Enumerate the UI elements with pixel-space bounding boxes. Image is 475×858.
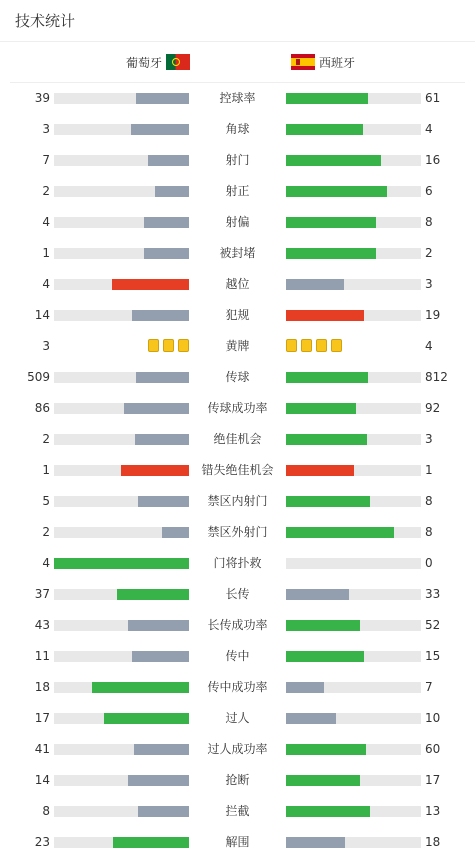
yellow-card-icon: [148, 339, 159, 352]
home-stat-value: 11: [34, 649, 50, 663]
stat-row: [0, 424, 475, 455]
away-stat-bar-track: [286, 558, 421, 569]
stat-label: 被封堵: [219, 246, 256, 260]
away-team: [291, 42, 355, 82]
home-stat-bar-track: [54, 651, 189, 662]
away-stat-value: 15: [425, 649, 441, 663]
stat-row: [0, 114, 475, 145]
home-stat-bar-track: [54, 434, 189, 445]
away-stat-value: 10: [425, 711, 441, 725]
home-stat-value: 14: [34, 773, 50, 787]
home-stat-value: 14: [34, 308, 50, 322]
away-stat-value: 812: [425, 370, 448, 384]
away-stat-bar-fill: [286, 434, 367, 445]
home-stat-bar-fill: [148, 155, 189, 166]
home-stat-bar-track: [54, 465, 189, 476]
home-stat-bar-track: [54, 279, 189, 290]
away-stat-bar-track: [286, 589, 421, 600]
away-stat-value: 3: [425, 277, 433, 291]
home-stat-bar-fill: [112, 279, 189, 290]
away-stat-value: 7: [425, 680, 433, 694]
home-stat-value: 1: [42, 246, 50, 260]
stat-row: [0, 734, 475, 765]
away-stat-bar-track: [286, 248, 421, 259]
away-stat-value: 2: [425, 246, 433, 260]
away-stat-value: 61: [425, 91, 441, 105]
home-stat-bar-track: [54, 372, 189, 383]
home-stat-value: 4: [42, 215, 50, 229]
home-stat-value: 17: [34, 711, 50, 725]
away-stat-value: 33: [425, 587, 441, 601]
stat-row: [0, 641, 475, 672]
away-stat-bar-track: [286, 310, 421, 321]
stat-label: 传球: [225, 370, 250, 384]
home-stat-value: 43: [34, 618, 50, 632]
home-stat-bar-fill: [135, 434, 189, 445]
stat-label: 门将扑救: [213, 556, 262, 570]
stat-row: [0, 579, 475, 610]
stat-label: 拦截: [225, 804, 250, 818]
stat-label: 传中: [225, 649, 250, 663]
home-stat-bar-fill: [136, 93, 189, 104]
home-stat-bar-fill: [92, 682, 189, 693]
home-stat-bar-track: [54, 310, 189, 321]
page-header: [0, 0, 475, 42]
stat-label: 绝佳机会: [213, 432, 262, 446]
home-stat-value: 509: [27, 370, 50, 384]
stat-row: [0, 796, 475, 827]
yellow-card-icon: [331, 339, 342, 352]
home-team-name: 葡萄牙: [126, 55, 163, 70]
away-stat-bar-track: [286, 403, 421, 414]
away-stat-value: 52: [425, 618, 441, 632]
away-stat-value: 1: [425, 463, 433, 477]
away-stat-bar-fill: [286, 93, 368, 104]
home-yellow-cards: [148, 339, 189, 352]
home-stat-bar-track: [54, 806, 189, 817]
stat-label: 射正: [225, 184, 250, 198]
home-stat-bar-track: [54, 217, 189, 228]
home-stat-bar-track: [54, 682, 189, 693]
away-stat-bar-fill: [286, 217, 376, 228]
away-stat-bar-fill: [286, 155, 381, 166]
away-stat-value: 13: [425, 804, 441, 818]
stat-label: 犯规: [225, 308, 250, 322]
away-stat-value: 8: [425, 215, 433, 229]
stat-label: 射偏: [225, 215, 250, 229]
home-stat-value: 5: [42, 494, 50, 508]
away-stat-bar-track: [286, 837, 421, 848]
home-stat-bar-fill: [113, 837, 189, 848]
away-stat-bar-fill: [286, 775, 360, 786]
away-stat-value: 92: [425, 401, 441, 415]
stat-label: 越位: [225, 277, 250, 291]
stat-row: [0, 765, 475, 796]
stat-label: 射门: [225, 153, 250, 167]
yellow-card-icon: [163, 339, 174, 352]
away-stat-bar-track: [286, 713, 421, 724]
home-stat-bar-track: [54, 124, 189, 135]
away-stat-bar-fill: [286, 620, 360, 631]
away-stat-bar-fill: [286, 465, 354, 476]
home-stat-bar-track: [54, 744, 189, 755]
home-stat-value: 3: [42, 122, 50, 136]
home-stat-value: 37: [34, 587, 50, 601]
away-stat-value: 16: [425, 153, 441, 167]
home-stat-bar-track: [54, 93, 189, 104]
home-stat-value: 4: [42, 556, 50, 570]
away-stat-bar-fill: [286, 372, 368, 383]
away-stat-bar-track: [286, 372, 421, 383]
stat-row: [0, 393, 475, 424]
stat-label: 传中成功率: [207, 680, 268, 694]
team-header: [10, 42, 465, 83]
away-stat-bar-fill: [286, 496, 370, 507]
away-stat-bar-fill: [286, 837, 345, 848]
stat-row: [0, 486, 475, 517]
home-stat-bar-fill: [162, 527, 189, 538]
away-stat-bar-fill: [286, 279, 344, 290]
away-stat-value: 60: [425, 742, 441, 756]
home-stat-value: 39: [34, 91, 50, 105]
home-stat-bar-track: [54, 837, 189, 848]
home-stat-bar-fill: [132, 310, 189, 321]
home-stat-bar-track: [54, 155, 189, 166]
home-stat-bar-track: [54, 527, 189, 538]
away-stat-value: 18: [425, 835, 441, 849]
away-stat-value: 19: [425, 308, 441, 322]
home-stat-value: 86: [34, 401, 50, 415]
home-stat-bar-fill: [138, 806, 189, 817]
home-stat-value: 2: [42, 525, 50, 539]
home-stat-value: 4: [42, 277, 50, 291]
stat-label: 禁区内射门: [207, 494, 268, 508]
away-stat-bar-track: [286, 744, 421, 755]
home-stat-value: 1: [42, 463, 50, 477]
home-stat-value: 8: [42, 804, 50, 818]
stat-row: [0, 703, 475, 734]
home-stat-bar-fill: [124, 403, 189, 414]
away-stat-bar-track: [286, 279, 421, 290]
home-stat-bar-fill: [117, 589, 189, 600]
stat-row: [0, 331, 475, 362]
home-stat-bar-fill: [132, 651, 189, 662]
stat-row: [0, 517, 475, 548]
stat-row: [0, 238, 475, 269]
away-stat-value: 0: [425, 556, 433, 570]
stat-row: [0, 83, 475, 114]
stat-label: 控球率: [219, 91, 256, 105]
home-stat-bar-track: [54, 403, 189, 414]
home-stat-value: 3: [42, 339, 50, 353]
away-stat-bar-track: [286, 155, 421, 166]
away-stat-bar-track: [286, 806, 421, 817]
stat-row: [0, 672, 475, 703]
home-stat-value: 7: [42, 153, 50, 167]
away-stat-bar-fill: [286, 186, 387, 197]
stat-row: [0, 207, 475, 238]
stat-label: 错失绝佳机会: [201, 463, 274, 477]
home-stat-bar-fill: [128, 775, 189, 786]
away-stat-value: 4: [425, 339, 433, 353]
home-stat-bar-track: [54, 775, 189, 786]
home-stat-value: 41: [34, 742, 50, 756]
home-stat-bar-fill: [121, 465, 189, 476]
stat-row: [0, 610, 475, 641]
away-stat-bar-fill: [286, 310, 364, 321]
away-stat-bar-fill: [286, 651, 364, 662]
yellow-card-icon: [301, 339, 312, 352]
away-stat-bar-fill: [286, 248, 376, 259]
stat-label: 长传: [225, 587, 250, 601]
away-stat-bar-track: [286, 775, 421, 786]
home-stat-bar-track: [54, 186, 189, 197]
away-stat-bar-track: [286, 496, 421, 507]
stat-label: 禁区外射门: [207, 525, 268, 539]
home-stat-value: 18: [34, 680, 50, 694]
home-stat-value: 2: [42, 184, 50, 198]
home-stat-value: 23: [34, 835, 50, 849]
stat-label: 解围: [225, 835, 250, 849]
away-stat-value: 4: [425, 122, 433, 136]
stat-row: [0, 362, 475, 393]
away-stat-bar-fill: [286, 403, 356, 414]
stat-row: [0, 269, 475, 300]
home-stat-bar-fill: [131, 124, 189, 135]
home-stat-value: 2: [42, 432, 50, 446]
stat-row: [0, 145, 475, 176]
away-stat-value: 8: [425, 525, 433, 539]
home-stat-bar-track: [54, 713, 189, 724]
spain-flag-icon: [291, 54, 315, 70]
page-title: 技术统计: [15, 12, 76, 30]
yellow-card-icon: [316, 339, 327, 352]
home-stat-bar-fill: [155, 186, 189, 197]
home-stat-bar-fill: [136, 372, 189, 383]
away-stat-value: 6: [425, 184, 433, 198]
away-stat-bar-track: [286, 186, 421, 197]
away-stat-bar-track: [286, 124, 421, 135]
stat-row: [0, 176, 475, 207]
home-stat-bar-track: [54, 558, 189, 569]
home-stat-bar-fill: [144, 217, 189, 228]
away-stat-value: 3: [425, 432, 433, 446]
away-stat-bar-track: [286, 651, 421, 662]
home-stat-bar-fill: [144, 248, 189, 259]
away-stat-bar-fill: [286, 124, 363, 135]
stat-label: 过人成功率: [207, 742, 268, 756]
away-stat-bar-fill: [286, 713, 336, 724]
stat-label: 抢断: [225, 773, 250, 787]
away-stat-bar-track: [286, 465, 421, 476]
home-team: [126, 42, 190, 82]
home-stat-bar-fill: [54, 558, 189, 569]
stat-row: [0, 455, 475, 486]
stat-row: [0, 548, 475, 579]
home-stat-bar-fill: [134, 744, 189, 755]
away-stat-value: 8: [425, 494, 433, 508]
stat-label: 过人: [225, 711, 250, 725]
away-stat-bar-fill: [286, 806, 370, 817]
stat-label: 传球成功率: [207, 401, 268, 415]
stat-row: [0, 300, 475, 331]
away-stat-value: 17: [425, 773, 441, 787]
away-stat-bar-fill: [286, 744, 366, 755]
home-stat-bar-track: [54, 620, 189, 631]
away-stat-bar-fill: [286, 589, 349, 600]
stat-row: [0, 827, 475, 858]
stat-label: 角球: [225, 122, 250, 136]
away-team-name: 西班牙: [319, 55, 356, 70]
stat-label: 黄牌: [225, 339, 250, 353]
yellow-card-icon: [178, 339, 189, 352]
away-stat-bar-fill: [286, 527, 394, 538]
home-stat-bar-fill: [128, 620, 189, 631]
yellow-card-icon: [286, 339, 297, 352]
portugal-flag-icon: [166, 54, 190, 70]
away-stat-bar-track: [286, 682, 421, 693]
home-stat-bar-track: [54, 589, 189, 600]
stat-label: 长传成功率: [207, 618, 268, 632]
away-stat-bar-track: [286, 620, 421, 631]
away-stat-bar-track: [286, 93, 421, 104]
away-stat-bar-track: [286, 217, 421, 228]
away-stat-bar-track: [286, 434, 421, 445]
away-stat-bar-track: [286, 527, 421, 538]
home-stat-bar-track: [54, 496, 189, 507]
home-stat-bar-track: [54, 248, 189, 259]
stats-list: [0, 83, 475, 858]
away-yellow-cards: [286, 339, 342, 352]
away-stat-bar-fill: [286, 682, 324, 693]
home-stat-bar-fill: [138, 496, 189, 507]
home-stat-bar-fill: [104, 713, 189, 724]
